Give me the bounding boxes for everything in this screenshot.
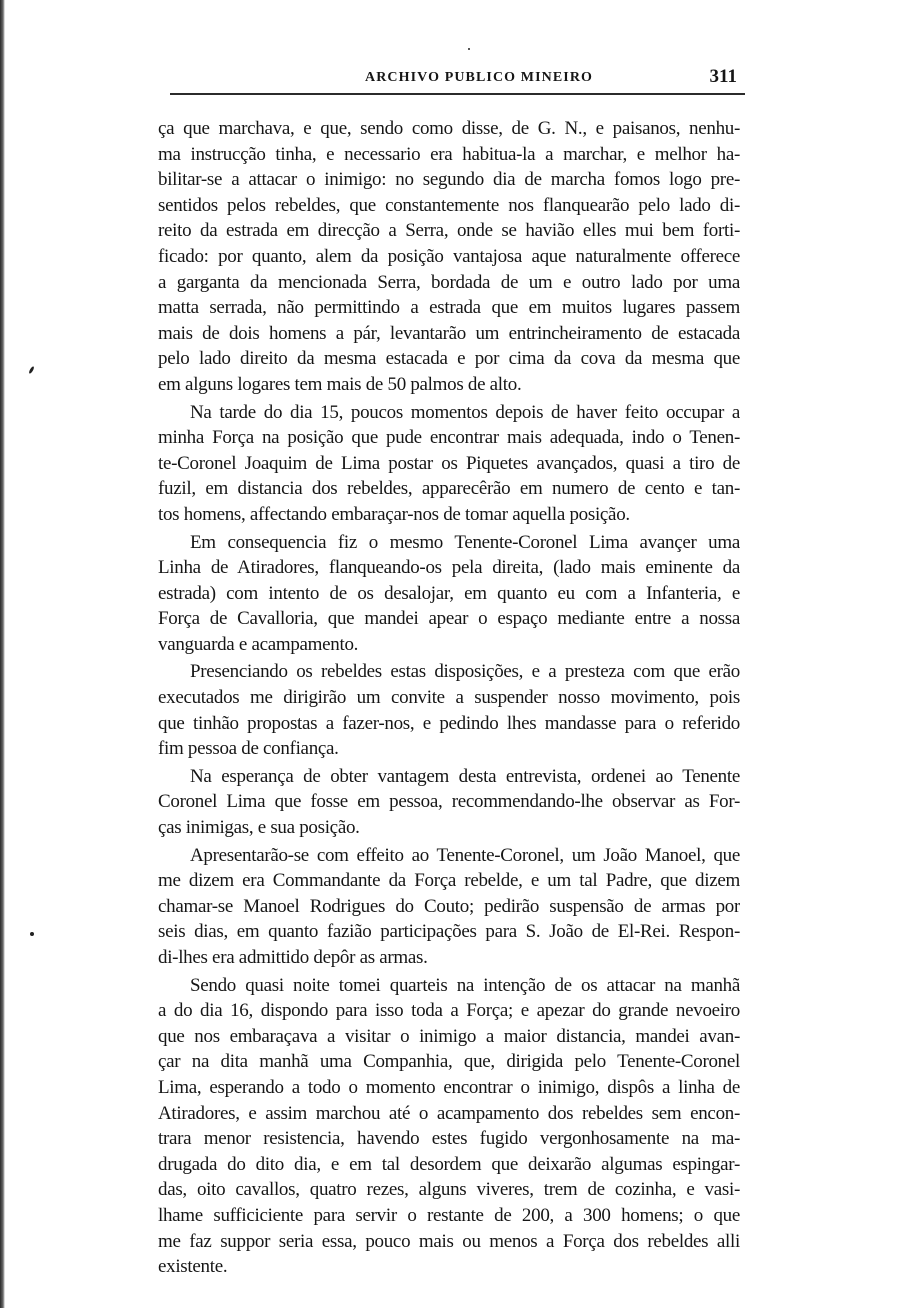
text-line: chamar-se Manoel Rodrigues do Couto; pedirão suspensão de armas por <box>158 895 740 917</box>
paragraph <box>158 400 740 528</box>
text-line: reito da estrada em direcção a Serra, onde se havião elles mui bem forti- <box>158 220 740 242</box>
header-rule <box>170 93 745 95</box>
text-line: Presenciando os rebeldes estas disposições, e a presteza com que erão <box>190 661 740 683</box>
text-line: Na tarde do dia 15, poucos momentos depois de haver feito occupar a <box>190 401 740 423</box>
text-line: fuzil, em distancia dos rebeldes, apparecêrão em numero de cento e tan- <box>158 478 740 500</box>
text-line: que tinhão propostas a fazer-nos, e pedindo lhes mandasse para o referido <box>158 712 740 734</box>
text-line: trara menor resistencia, havendo estes fugido vergonhosamente na ma- <box>158 1128 740 1150</box>
text-line: ficado: por quanto, alem da posição vantajosa aque naturalmente offerece <box>158 245 740 267</box>
text-line: Força de Cavalloria, que mandei apear o espaço mediante entre a nossa <box>158 608 740 630</box>
text-line: Coronel Lima que fosse em pessoa, recommendando-lhe observar as For- <box>158 791 740 813</box>
text-line: Apresentarão-se com effeito ao Tenente-Coronel, um João Manoel, que <box>190 844 740 866</box>
text-line: me faz suppor seria essa, pouco mais ou menos a Força dos rebeldes alli <box>158 1230 740 1252</box>
text-line: Sendo quasi noite tomei quarteis na intenção de os attacar na manhã <box>190 974 740 996</box>
text-line: tos homens, affectando embaraçar-nos de tomar aquella posição. <box>158 503 630 525</box>
text-line: ças inimigas, e sua posição. <box>158 817 360 839</box>
running-title: ARCHIVO PUBLICO MINEIRO <box>365 70 594 85</box>
text-line: di-lhes era admittido depôr as armas. <box>158 947 428 968</box>
text-line: vanguarda e acampamento. <box>158 633 359 655</box>
text-line: lhame sufficiciente para servir o restante de 200, a 300 homens; o que <box>158 1204 740 1226</box>
text-line: sentidos pelos rebeldes, que constantemente nos flanquearão pelo lado di- <box>158 194 740 216</box>
page-header <box>170 66 745 98</box>
paragraph <box>158 973 740 1280</box>
text-line: das, oito cavallos, quatro rezes, alguns viveres, trem de cozinha, e vasi- <box>158 1179 740 1201</box>
text-line: ma instrucção tinha, e necessario era habitua-la a marchar, e melhor ha- <box>158 143 740 165</box>
text-line: fim pessoa de confiança. <box>158 738 339 760</box>
text-line: bilitar-se a attacar o inimigo: no segundo dia de marcha fomos logo pre- <box>158 169 740 191</box>
text-line: existente. <box>158 1256 228 1278</box>
text-line: que nos embaraçava a visitar o inimigo a maior distancia, mandei avan- <box>158 1025 740 1047</box>
text-line: Na esperança de obter vantagem desta entrevista, ordenei ao Tenente <box>190 765 740 787</box>
ink-speck <box>30 932 34 936</box>
paragraph <box>158 530 740 658</box>
text-line: executados me dirigirão um convite a suspender nosso movimento, pois <box>158 687 740 709</box>
ink-speck <box>468 48 470 50</box>
text-line: te-Coronel Joaquim de Lima postar os Piquetes avançados, quasi a tiro de <box>158 452 740 474</box>
text-line: ça que marchava, e que, sendo como disse, de G. N., e paisanos, nenhu- <box>158 118 740 139</box>
text-line: mais de dois homens a pár, levantarão um entrincheiramento de estacada <box>158 322 740 344</box>
text-line: seis dias, em quanto fazião participações para S. João de El-Rei. Respon- <box>158 921 740 943</box>
paragraph <box>158 843 740 971</box>
text-line: em alguns logares tem mais de 50 palmos de alto. <box>158 373 522 395</box>
page-number: 311 <box>709 66 737 87</box>
text-line: Lima, esperando a todo o momento encontrar o inimigo, dispôs a linha de <box>158 1076 740 1098</box>
text-line: matta serrada, não permittindo a estrada que em muitos lugares passem <box>158 297 740 319</box>
text-line: minha Força na posição que pude encontrar mais adequada, indo o Tenen- <box>158 427 740 449</box>
paragraph <box>158 764 740 841</box>
text-line: drugada do dito dia, e em tal desordem que deixarão algumas espingar- <box>158 1153 740 1175</box>
page-binding-edge <box>0 0 5 1308</box>
ink-speck <box>28 366 35 374</box>
text-line: çar na dita manhã uma Companhia, que, dirigida pelo Tenente-Coronel <box>158 1051 740 1073</box>
text-line: estrada) com intento de os desalojar, em quanto eu com a Infanteria, e <box>158 582 740 604</box>
text-line: me dizem era Commandante da Força rebelde, e um tal Padre, que dizem <box>158 870 740 892</box>
paragraph <box>158 659 740 761</box>
text-line: Em consequencia fiz o mesmo Tenente-Coronel Lima avançer uma <box>190 531 740 553</box>
text-line: a garganta da mencionada Serra, bordada de um e outro lado por uma <box>158 271 740 293</box>
body-text <box>158 116 740 1280</box>
text-line: Linha de Atiradores, flanqueando-os pela direita, (lado mais eminente da <box>158 557 740 579</box>
paragraph <box>158 116 740 398</box>
text-line: Atiradores, e assim marchou até o acampamento dos rebeldes sem encon- <box>158 1102 740 1124</box>
text-line: a do dia 16, dispondo para isso toda a Força; e apezar do grande nevoeiro <box>158 1000 740 1022</box>
text-line: pelo lado direito da mesma estacada e por cima da cova da mesma que <box>158 348 740 370</box>
